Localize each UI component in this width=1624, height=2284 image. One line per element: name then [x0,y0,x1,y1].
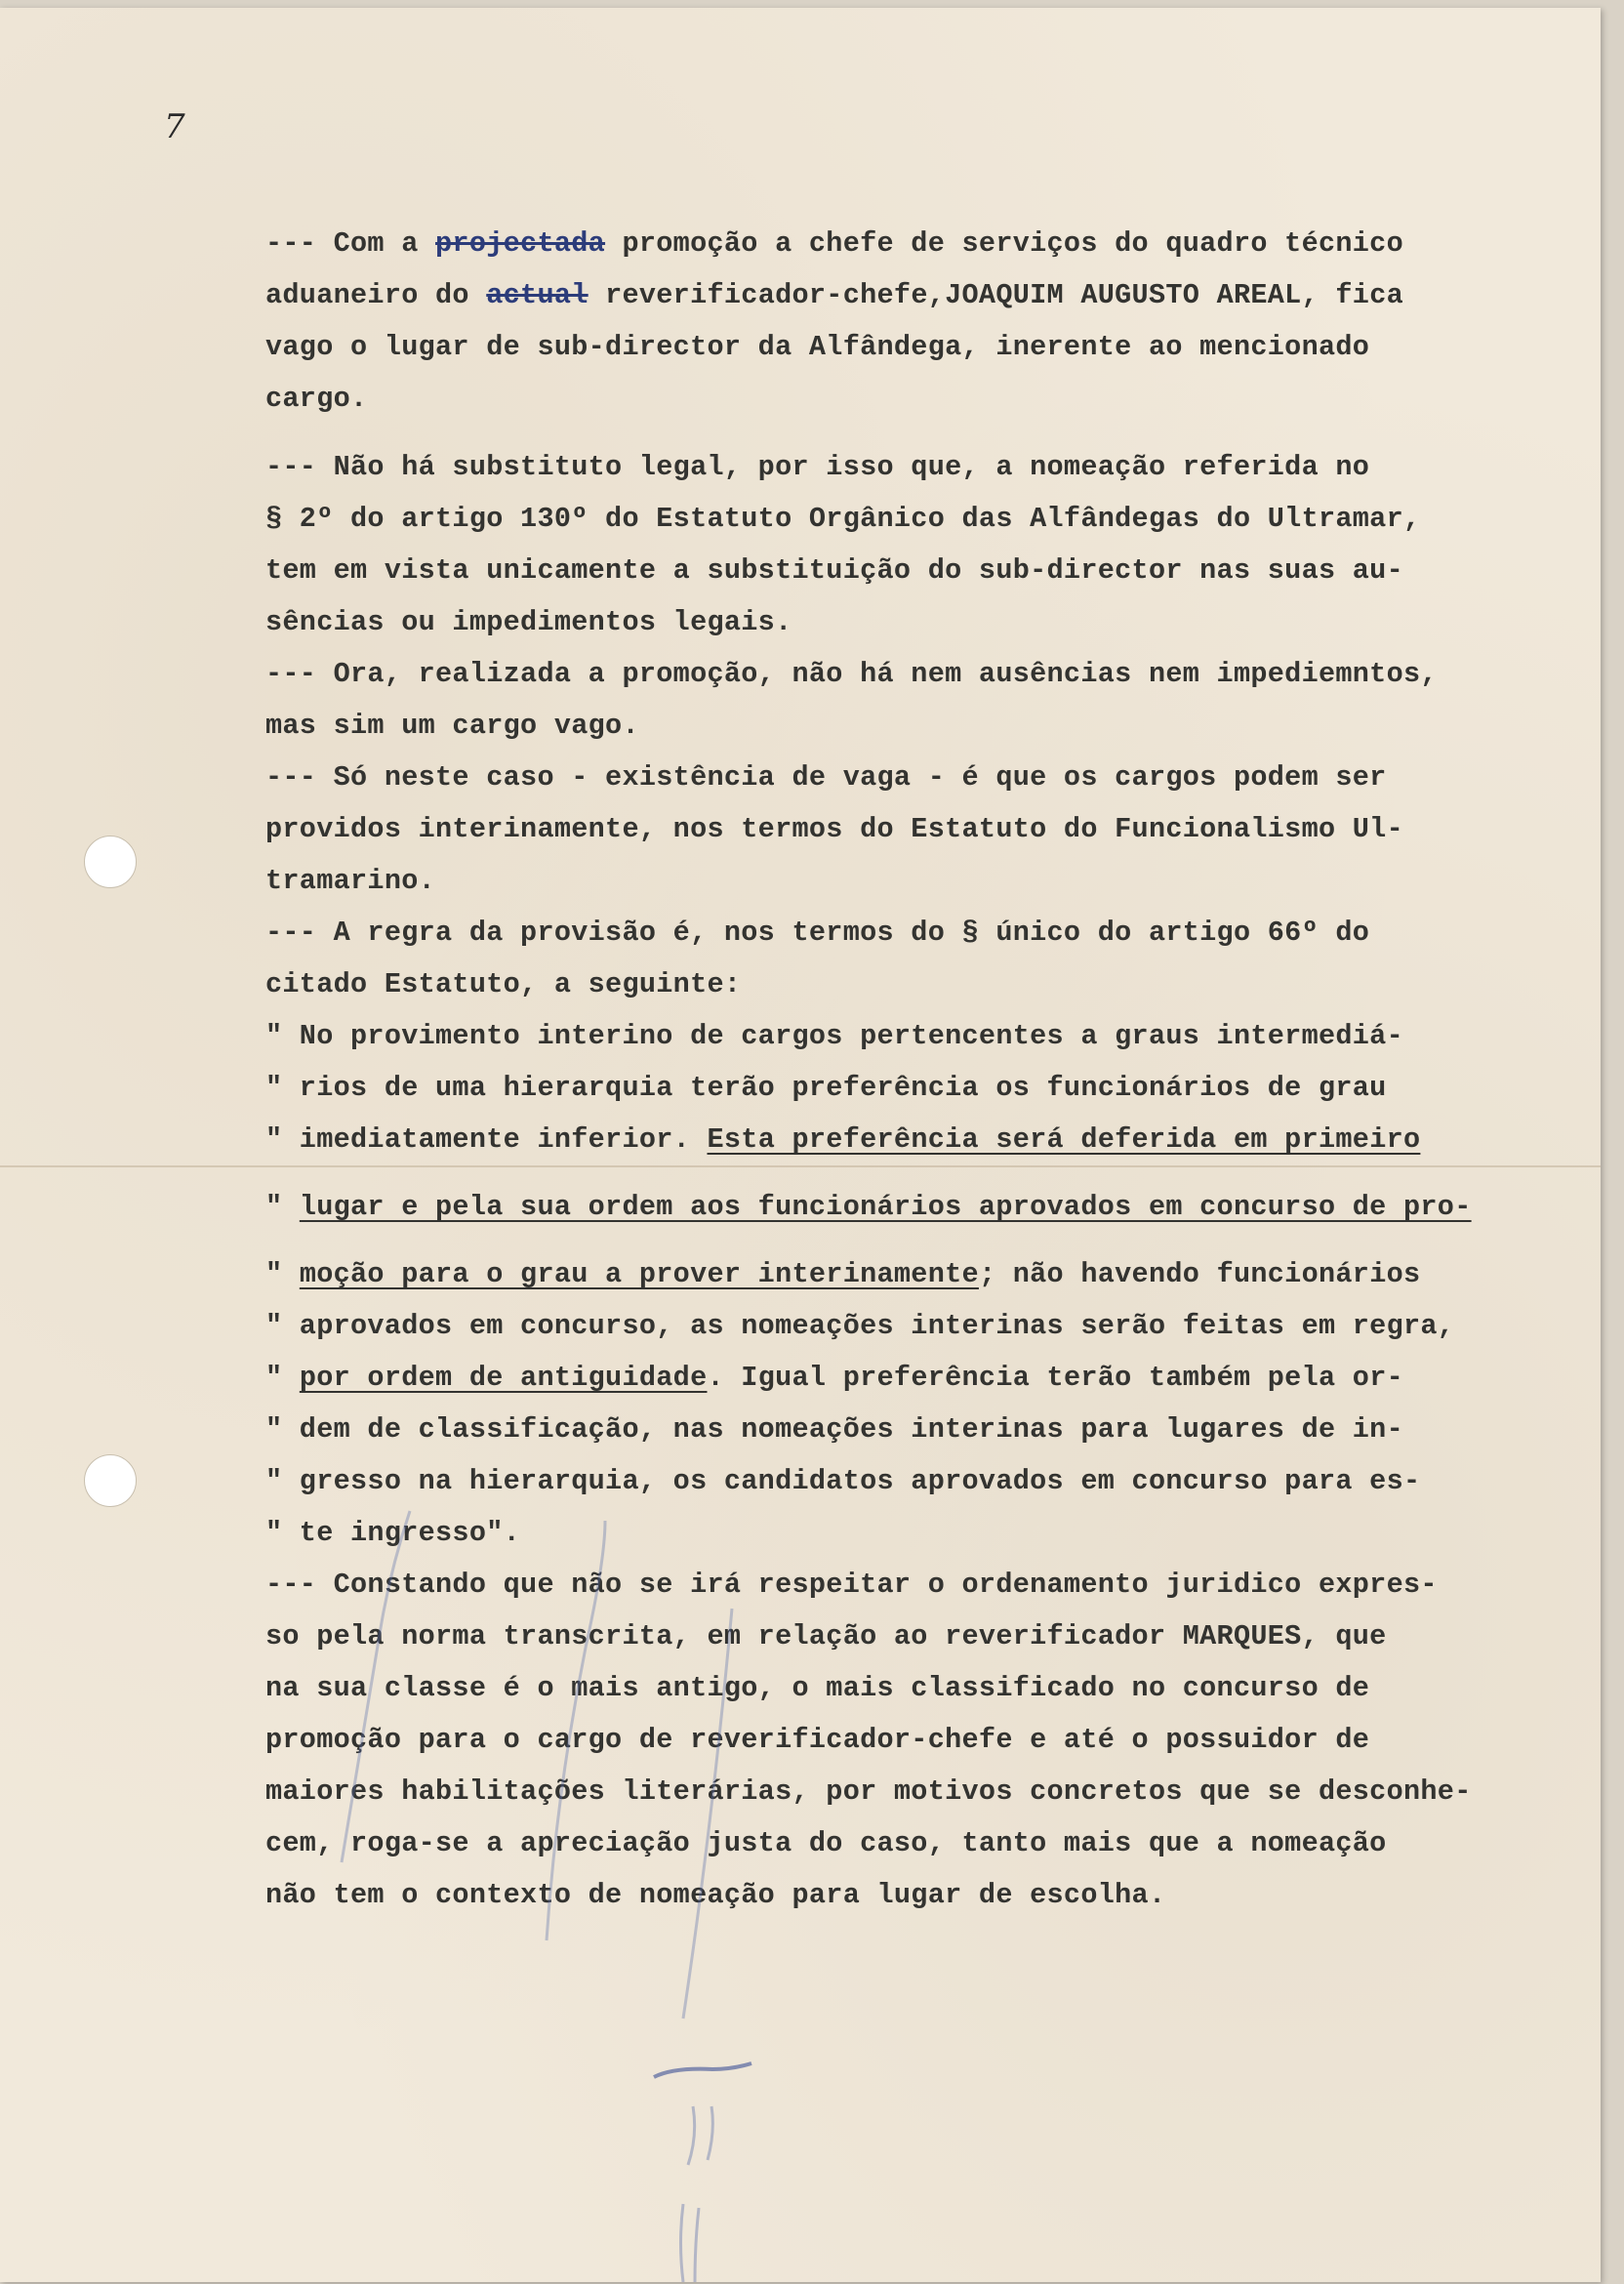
line-text: " [265,1258,300,1290]
text-line: " te ingresso". [265,1517,521,1549]
line-text: . Igual preferência terão também pela or- [707,1362,1403,1394]
text-line: " No provimento interino de cargos pertencentes a graus intermediá- [265,1020,1403,1052]
text-line: mas sim um cargo vago. [265,710,639,742]
text-line [265,1114,1601,1165]
text-line: --- A regra da provisão é, nos termos do § único do artigo 66º do [265,917,1370,949]
text-line: sências ou impedimentos legais. [265,606,792,638]
struck-word: actual [486,279,589,311]
text-line: não tem o contexto de nomeação para lugar de escolha. [265,1879,1166,1911]
text-line: maiores habilitações literárias, por motivos concretos que se desconhe- [265,1775,1472,1808]
text-line [265,1352,1601,1404]
line-text: " [265,1191,300,1223]
text-line [265,1248,1601,1300]
document-body [265,218,1601,1921]
text-line: --- Não há substituto legal, por isso que, a nomeação referida no [265,451,1370,483]
text-line: providos interinamente, nos termos do Estatuto do Funcionalismo Ul- [265,813,1403,845]
underlined-text: lugar e pela sua ordem aos funcionários aprovados em concurso de pro- [299,1191,1472,1223]
pencil-stroke [654,2063,751,2077]
line-text: " [265,1362,300,1394]
text-line: --- Só neste caso - existência de vaga - é que os cargos podem ser [265,761,1387,794]
underlined-text: moção para o grau a prover interinamente [299,1258,979,1290]
text-line: --- Com a projectada promoção a chefe de serviços do quadro técnico [265,227,1403,260]
text-line: promoção para o cargo de reverificador-chefe e até o possuidor de [265,1724,1370,1756]
line-text: " imediatamente inferior. [265,1123,691,1156]
text-line: tem em vista unicamente a substituição do sub-director nas suas au- [265,554,1403,587]
text-line: so pela norma transcrita, em relação ao reverificador MARQUES, que [265,1620,1387,1652]
text-line: --- Ora, realizada a promoção, não há nem ausências nem impediemntos, [265,658,1438,690]
text-line: cargo. [265,383,368,415]
text-line: " gresso na hierarquia, os candidatos aprovados em concurso para es- [265,1465,1421,1497]
punch-hole-bottom [84,1454,137,1507]
text-line [265,1181,1601,1233]
page-marker: 7 [164,107,185,146]
text-line: " rios de uma hierarquia terão preferência os funcionários de grau [265,1072,1387,1104]
punch-hole-top [84,836,137,888]
pencil-stroke [688,2106,712,2165]
text-line: tramarino. [265,865,436,897]
underlined-text: por ordem de antiguidade [299,1362,708,1394]
text-line: § 2º do artigo 130º do Estatuto Orgânico das Alfândegas do Ultramar, [265,503,1421,535]
text-line: --- Constando que não se irá respeitar o ordenamento juridico expres- [265,1569,1438,1601]
line-text: ; não havendo funcionários [978,1258,1421,1290]
text-line: vago o lugar de sub-director da Alfândega, inerente ao mencionado [265,331,1370,363]
text-line: " aprovados em concurso, as nomeações interinas serão feitas em regra, [265,1310,1455,1342]
pencil-stroke [681,2204,700,2282]
text-line: cem, roga-se a apreciação justa do caso, tanto mais que a nomeação [265,1827,1387,1859]
text-line: citado Estatuto, a seguinte: [265,968,742,1000]
text-line: " dem de classificação, nas nomeações interinas para lugares de in- [265,1413,1403,1446]
document-page [0,8,1601,2282]
underlined-text: Esta preferência será deferida em primeiro [707,1123,1421,1156]
struck-word: projectada [435,227,606,260]
text-line: aduaneiro do actual reverificador-chefe,JOAQUIM AUGUSTO AREAL, fica [265,279,1404,311]
text-line: na sua classe é o mais antigo, o mais classificado no concurso de [265,1672,1370,1704]
